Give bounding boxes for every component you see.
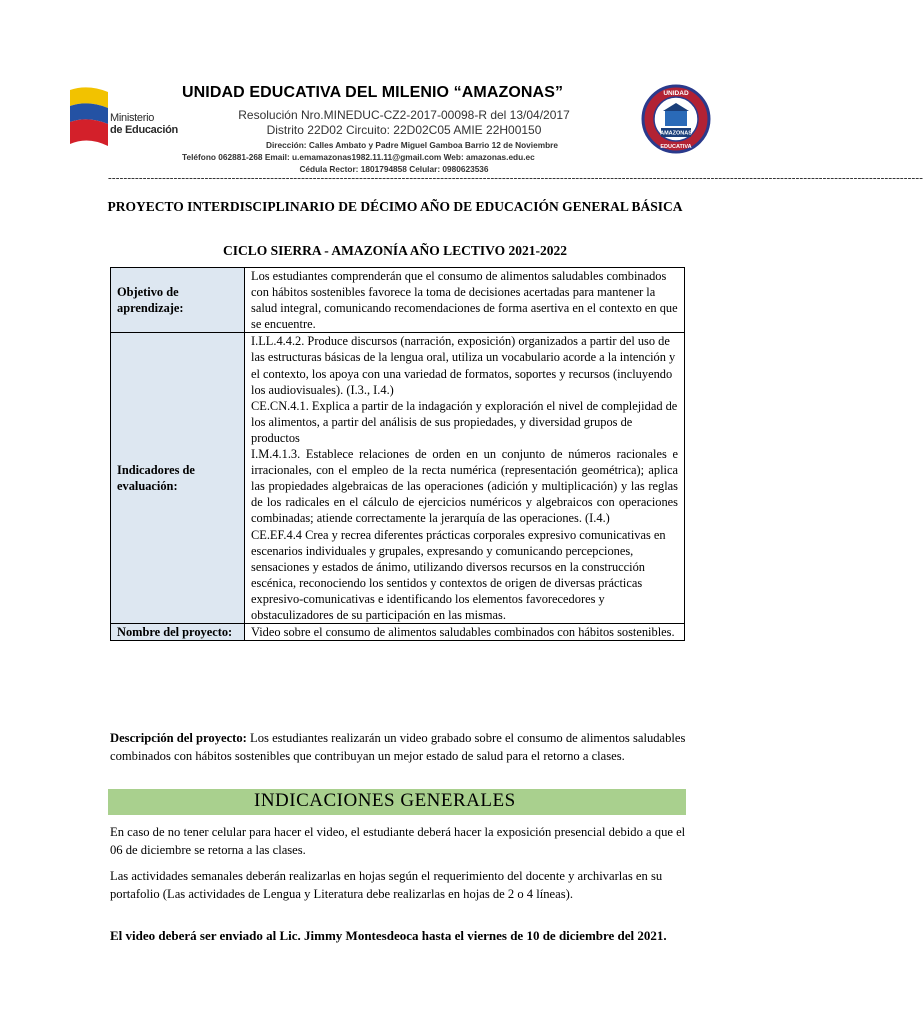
- project-name-text: Video sobre el consumo de alimentos saludables combinados con hábitos sostenibles.: [245, 624, 685, 641]
- instruction-paragraph-2: Las actividades semanales deberán realizarlas en hojas según el requerimiento del docente y archivarlas en su portafolio (Las actividades de Lengua y Literatura debe realizarlas en hojas de 2 o 4 líneas).: [110, 869, 663, 901]
- project-description: [110, 729, 686, 765]
- resolution-line: Resolución Nro.MINEDUC-CZ2-2017-00098-R del 13/04/2017: [238, 108, 570, 122]
- contact-line: Teléfono 062881-268 Email: u.emamazonas1982.11.11@gmail.com Web: amazonas.edu.ec: [182, 152, 535, 162]
- indicators-label: Indicadores de evaluación:: [111, 333, 245, 624]
- objective-label: Objetivo de aprendizaje:: [111, 268, 245, 333]
- table-row-objective: [111, 268, 685, 333]
- description-text: Los estudiantes realizarán un video grabado sobre el consumo de alimentos saludables combinados con hábitos sostenibles que contribuyan un mejor estado de salud para el retorno a clases.: [110, 731, 686, 763]
- project-title: PROYECTO INTERDISCIPLINARIO DE DÉCIMO AÑO DE EDUCACIÓN GENERAL BÁSICA: [107, 199, 683, 214]
- svg-text:EDUCATIVA: EDUCATIVA: [660, 144, 692, 150]
- district-line: Distrito 22D02 Circuito: 22D02C05 AMIE 22H00150: [266, 123, 542, 137]
- instruction-paragraph-3: El video deberá ser enviado al Lic. Jimmy Montesdeoca hasta el viernes de 10 de diciembre del 2021.: [110, 928, 667, 943]
- indicator-lengua: I.LL.4.4.2. Produce discursos (narración, exposición) organizados a partir del uso de las estructuras básicas de la lengua oral, utiliza un vocabulario acorde a la intención y el contexto, los apoya con una variedad de formatos, soportes y recursos (incluyendo los audiovisuales). (I.3., I.4.): [251, 334, 676, 397]
- project-name-label: Nombre del proyecto:: [111, 624, 245, 641]
- school-seal-logo: [641, 84, 711, 154]
- indicators-cell: [245, 333, 685, 624]
- general-heading: INDICACIONES GENERALES: [254, 790, 516, 811]
- table-row-indicators: [111, 333, 685, 624]
- header-separator: -------------------------------------------------------------------------------------------------------------------------------------------------------------------------------------------------------------------: [108, 172, 923, 184]
- general-heading-bar: [108, 789, 686, 815]
- instruction-paragraph-1: En caso de no tener celular para hacer el video, el estudiante deberá hacer la exposición presencial debido a que el 06 de diciembre se retorna a las clases.: [110, 825, 686, 857]
- cycle-title: CICLO SIERRA - AMAZONÍA AÑO LECTIVO 2021-2022: [222, 243, 568, 258]
- svg-text:AMAZONAS: AMAZONAS: [660, 130, 692, 137]
- indicator-educacion-fisica: CE.EF.4.4 Crea y recrea diferentes prácticas corporales expresivo comunicativas en escenarios individuales y grupales, expresando y comunicando percepciones, sensaciones y estados de ánimo, utilizando diversos recursos en la construcción escénica, reconociendo los sentidos y contextos de origen de diversas prácticas expresivo-comunicativas e identificando los elementos favorecedores y obstaculizadores de su participación en las mismas.: [251, 527, 666, 622]
- ministerio-logo-text: Ministerio de Educación: [110, 112, 178, 136]
- indicator-matematica: I.M.4.1.3. Establece relaciones de orden en un conjunto de números racionales e irracionales, con el empleo de la recta numérica (representación geométrica); aplica las propiedades algebraicas de las operaciones (adición y multiplicación) y las reglas de los radicales en el cálculo de ejercicios numéricos y algebraicos con operaciones combinadas; atiende correctamente la jerarquía de las operaciones. (I.4.): [251, 447, 678, 526]
- project-table: [110, 267, 685, 641]
- objective-text: Los estudiantes comprenderán que el consumo de alimentos saludables combinados con hábitos sostenibles favorece la toma de decisiones acertadas para mantener la salud integral, comunicando recomendaciones de forma asertiva en el contexto en que se encuentre.: [245, 268, 685, 333]
- svg-text:UNIDAD: UNIDAD: [663, 90, 689, 97]
- description-label: Descripción del proyecto:: [110, 731, 247, 745]
- rector-line: Cédula Rector: 1801794858 Celular: 0980623536: [299, 164, 489, 174]
- school-name: UNIDAD EDUCATIVA DEL MILENIO “AMAZONAS”: [182, 84, 564, 101]
- address-line: Dirección: Calles Ambato y Padre Miguel Gamboa Barrio 12 de Noviembre: [265, 140, 558, 150]
- table-row-name: [111, 624, 685, 641]
- indicator-ciencias: CE.CN.4.1. Explica a partir de la indagación y exploración el nivel de complejidad de los alimentos, a partir del análisis de sus propiedades, y diversidad grupos de productos: [251, 398, 678, 445]
